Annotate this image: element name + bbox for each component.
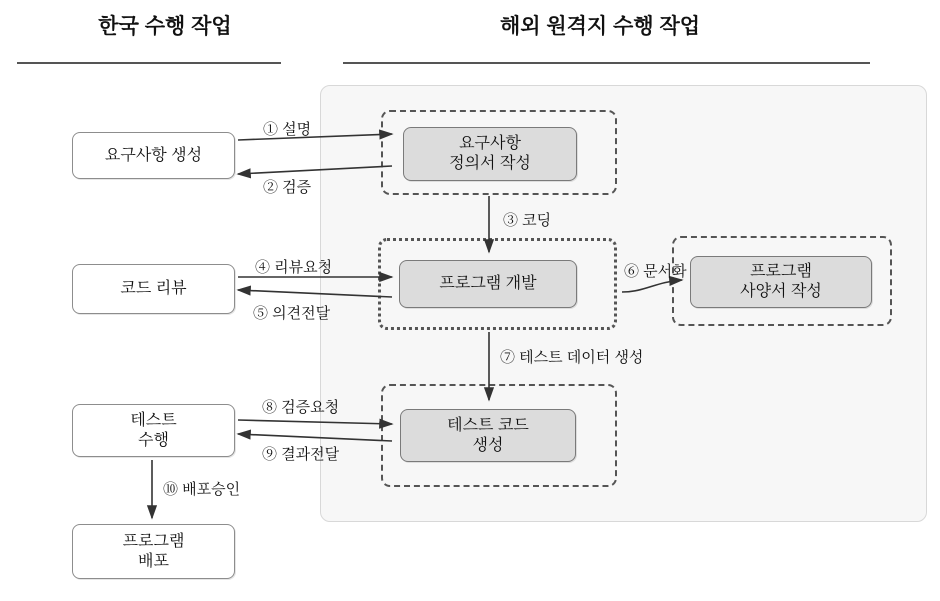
header-korea-rule: [17, 62, 281, 64]
label-step-3: ③ 코딩: [503, 212, 552, 229]
box-program-development[interactable]: [399, 260, 577, 308]
box-requirement-spec-line2: 정의서 작성: [449, 155, 531, 172]
label-step-7: ⑦ 테스트 데이터 생성: [500, 349, 644, 366]
box-program-deploy-line2: 배포: [138, 552, 169, 570]
label-step-2: ② 검증: [263, 179, 312, 196]
box-program-spec-line1: 프로그램: [750, 263, 812, 280]
box-program-deploy-line1: 프로그램: [122, 532, 185, 550]
box-test-execution-line1: 테스트: [130, 411, 177, 429]
box-requirement-spec[interactable]: [403, 127, 577, 181]
label-step-5: ⑤ 의견전달: [253, 305, 331, 322]
box-test-code-line1: 테스트 코드: [447, 416, 529, 434]
box-requirement-creation[interactable]: [72, 132, 235, 179]
box-program-spec[interactable]: [690, 256, 872, 308]
box-test-execution-line2: 수행: [138, 431, 169, 449]
label-step-8: ⑧ 검증요청: [262, 399, 340, 416]
box-program-spec-line2: 사양서 작성: [740, 283, 822, 300]
box-code-review[interactable]: [72, 264, 235, 314]
box-program-deploy[interactable]: [72, 524, 235, 579]
box-requirement-spec-line1: 요구사항: [459, 135, 521, 152]
box-test-code-line2: 생성: [472, 436, 504, 454]
box-test-code[interactable]: [400, 409, 576, 462]
header-korea: 한국 수행 작업: [98, 15, 232, 38]
header-overseas-rule: [343, 62, 870, 64]
label-step-9: ⑨ 결과전달: [262, 446, 340, 463]
box-program-development-label: 프로그램 개발: [439, 275, 537, 292]
header-overseas: 해외 원격지 수행 작업: [499, 15, 701, 38]
label-step-4: ④ 리뷰요청: [255, 259, 333, 276]
label-step-10: ⑩ 배포승인: [163, 481, 241, 498]
label-step-1: ① 설명: [263, 121, 312, 138]
box-requirement-creation-label: 요구사항 생성: [104, 146, 203, 164]
label-step-6: ⑥ 문서화: [624, 263, 687, 280]
box-code-review-label: 코드 리뷰: [120, 280, 187, 297]
box-test-execution[interactable]: [72, 404, 235, 457]
